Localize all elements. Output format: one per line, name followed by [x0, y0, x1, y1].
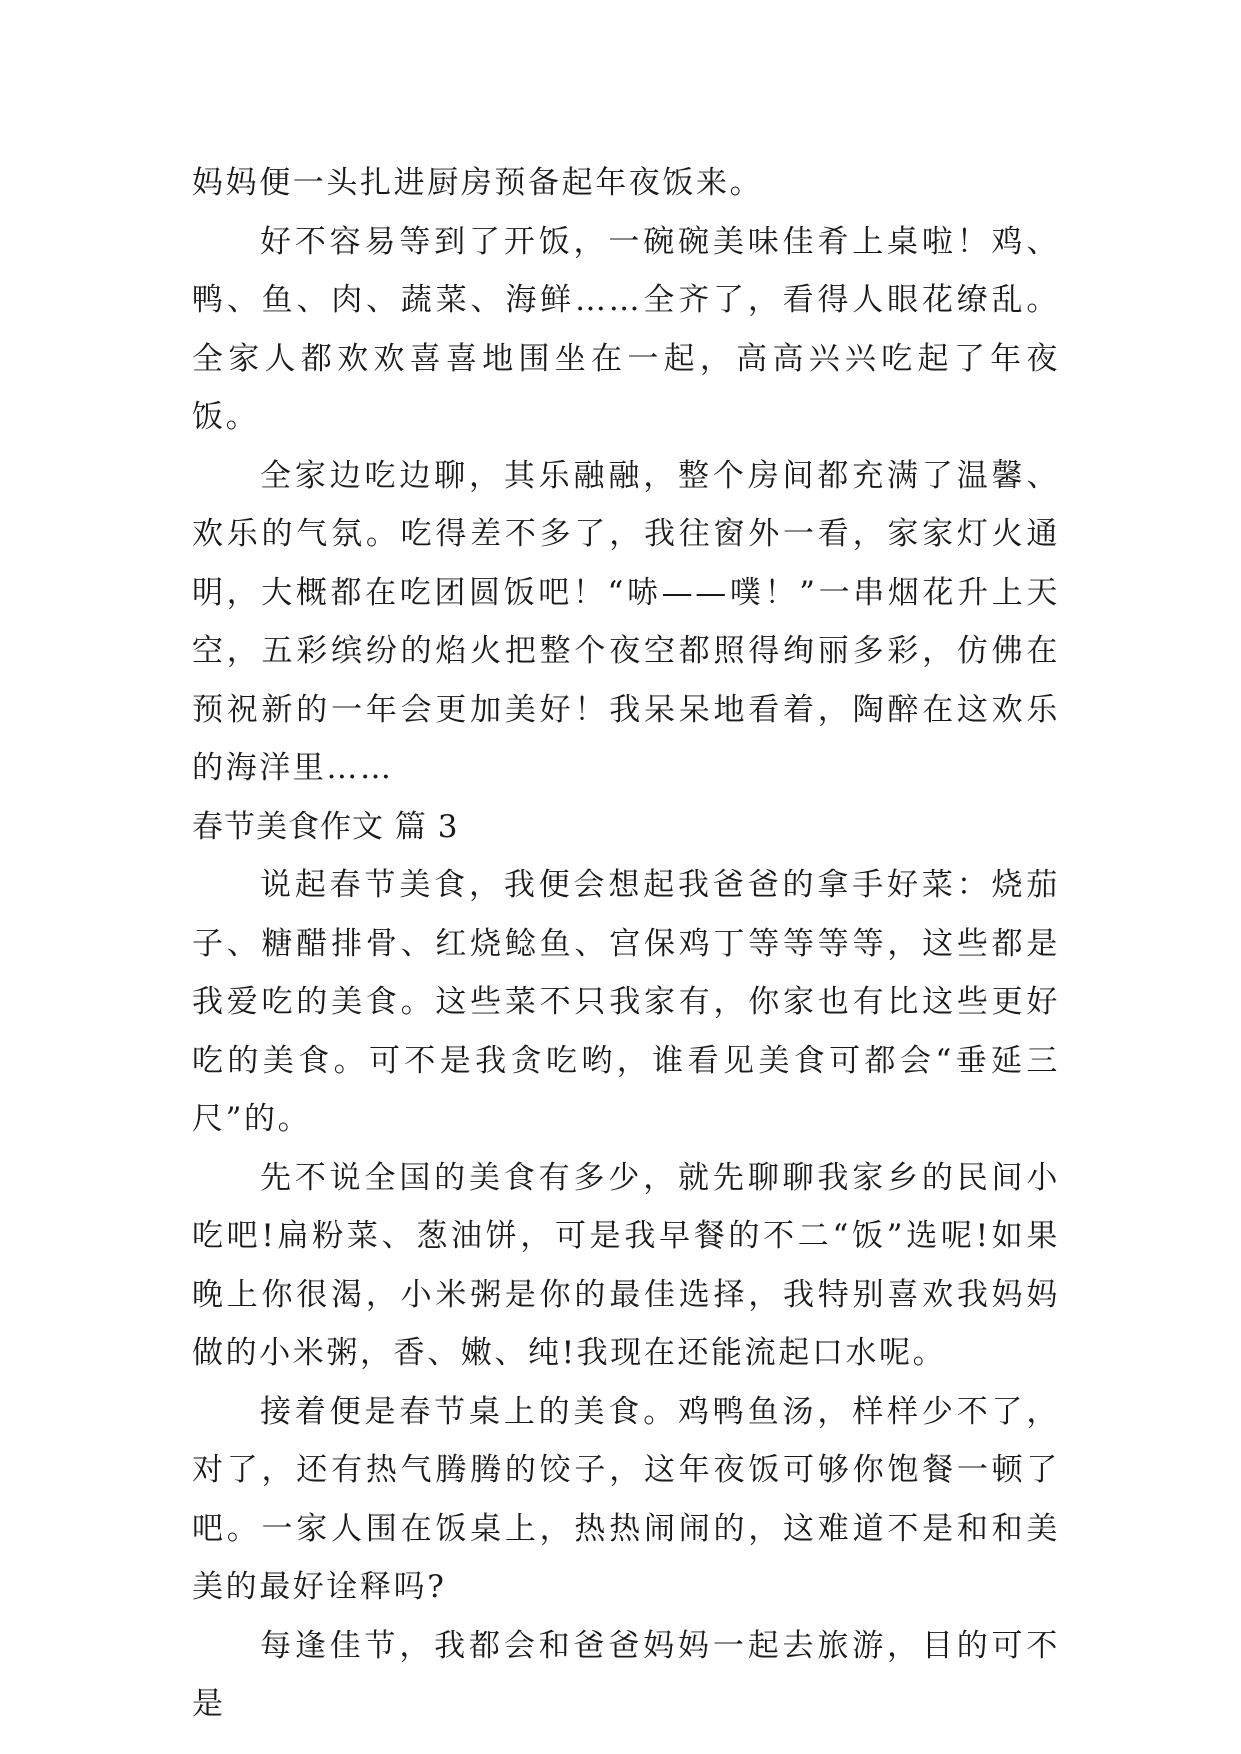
paragraph-travel: 每逢佳节，我都会和爸爸妈妈一起去旅游，目的可不是 — [192, 1627, 1060, 1722]
paragraph-local-snacks: 先不说全国的美食有多少，就先聊聊我家乡的民间小吃吧!扁粉菜、葱油饼，可是我早餐的不二“饭”选呢!如果晚上你很渴，小米粥是你的最佳选择，我特别喜欢我妈妈做的小米粥，香、嫩、纯!我现在还能流起口水呢。 — [192, 1159, 1060, 1371]
paragraph-dad-dishes: 说起春节美食，我便会想起我爸爸的拿手好菜：烧茄子、糖醋排骨、红烧鲶鱼、宫保鸡丁等等等等，这些都是我爱吃的美食。这些菜不只我家有，你家也有比这些更好吃的美食。可不是我贪吃哟，谁看见美食可都会“垂延三尺”的。 — [192, 867, 1060, 1137]
paragraph-continuation: 妈妈便一头扎进厨房预备起年夜饭来。 — [192, 165, 764, 201]
paragraph-festival-table: 接着便是春节桌上的美食。鸡鸭鱼汤，样样少不了，对了，还有热气腾腾的饺子，这年夜饭可够你饱餐一顿了吧。一家人围在饭桌上，热热闹闹的，这难道不是和和美美的最好诠释吗? — [192, 1393, 1060, 1605]
paragraph-fireworks: 全家边吃边聊，其乐融融，整个房间都充满了温馨、欢乐的气氛。吃得差不多了，我往窗外一看，家家灯火通明，大概都在吃团圆饭吧！“哧——噗！”一串烟花升上天空，五彩缤纷的焰火把整个夜空都照得绚丽多彩，仿佛在预祝新的一年会更加美好！我呆呆地看着，陶醉在这欢乐的海洋里…… — [192, 457, 1060, 786]
section-heading: 春节美食作文 篇 3 — [192, 808, 459, 845]
document-page — [192, 154, 1060, 1734]
paragraph-dinner-served: 好不容易等到了开饭，一碗碗美味佳肴上桌啦！鸡、鸭、鱼、肉、蔬菜、海鲜……全齐了，看得人眼花缭乱。全家人都欢欢喜喜地围坐在一起，高高兴兴吃起了年夜饭。 — [192, 223, 1060, 435]
